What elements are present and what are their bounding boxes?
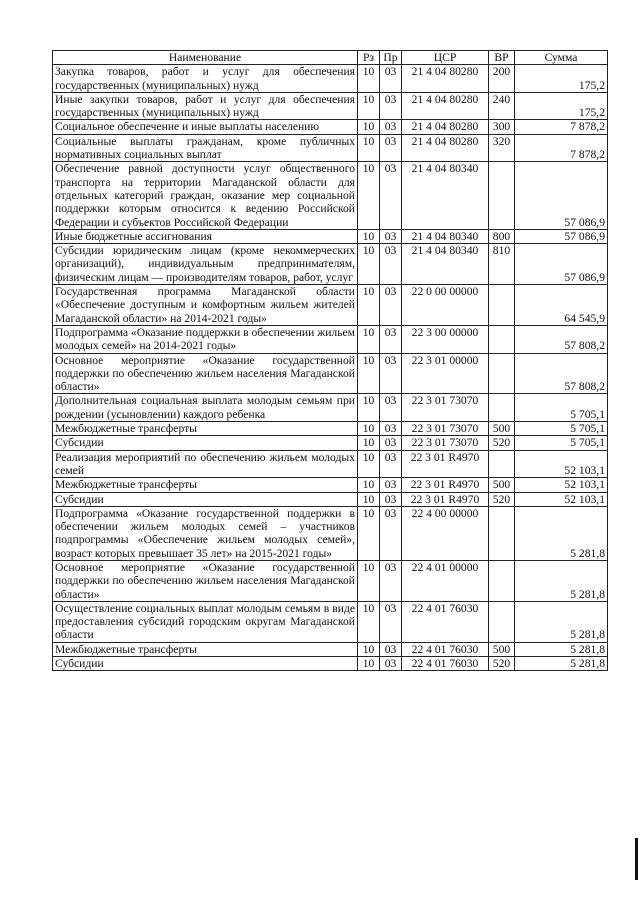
- table-row: [53, 506, 608, 560]
- cell-pr: 03: [380, 162, 402, 229]
- cell-name: Социальные выплаты гражданам, кроме публичных нормативных социальных выплат: [53, 134, 358, 162]
- cell-vr: [489, 506, 515, 560]
- cell-rz: 10: [358, 229, 380, 243]
- table-row: [53, 134, 608, 162]
- table-row: [53, 642, 608, 656]
- cell-name: Подпрограмма «Оказание государственной поддержки в обеспечении жильем молодых семей – участников подпрограммы «Обеспечение жильем молодых семей», возраст которых превышает 35 лет» на 2015-2021 годы»: [53, 506, 358, 560]
- cell-pr: 03: [380, 65, 402, 93]
- cell-csr: 22 3 01 R4970: [402, 492, 489, 506]
- cell-name: Субсидии: [53, 436, 358, 450]
- cell-sum: 57 086,9: [515, 162, 608, 229]
- cell-csr: 22 3 01 73070: [402, 422, 489, 436]
- cell-pr: 03: [380, 229, 402, 243]
- table-row: [53, 285, 608, 326]
- cell-pr: 03: [380, 244, 402, 285]
- cell-name: Субсидии: [53, 492, 358, 506]
- cell-vr: 810: [489, 244, 515, 285]
- cell-csr: 22 3 00 00000: [402, 325, 489, 353]
- cell-sum: 57 808,2: [515, 325, 608, 353]
- cell-rz: 10: [358, 162, 380, 229]
- cell-pr: 03: [380, 601, 402, 642]
- table-row: [53, 244, 608, 285]
- cell-sum: 52 103,1: [515, 492, 608, 506]
- cell-vr: 300: [489, 120, 515, 134]
- cell-pr: 03: [380, 436, 402, 450]
- cell-rz: 10: [358, 492, 380, 506]
- cell-sum: 5 281,8: [515, 642, 608, 656]
- cell-csr: 22 3 01 73070: [402, 436, 489, 450]
- col-header-vr: ВР: [489, 51, 515, 65]
- cell-pr: 03: [380, 642, 402, 656]
- cell-csr: 22 4 01 76030: [402, 601, 489, 642]
- cell-vr: 500: [489, 478, 515, 492]
- cell-vr: 500: [489, 642, 515, 656]
- cell-csr: 22 3 01 00000: [402, 353, 489, 394]
- cell-rz: 10: [358, 657, 380, 671]
- cell-csr: 21 4 04 80280: [402, 134, 489, 162]
- cell-pr: 03: [380, 134, 402, 162]
- cell-pr: 03: [380, 450, 402, 478]
- cell-pr: 03: [380, 120, 402, 134]
- cell-csr: 22 4 01 00000: [402, 560, 489, 601]
- table-row: [53, 162, 608, 229]
- table-row: [53, 120, 608, 134]
- cell-vr: [489, 450, 515, 478]
- table-row: [53, 478, 608, 492]
- cell-sum: 5 705,1: [515, 436, 608, 450]
- cell-rz: 10: [358, 450, 380, 478]
- cell-vr: 500: [489, 422, 515, 436]
- cell-pr: 03: [380, 353, 402, 394]
- cell-pr: 03: [380, 422, 402, 436]
- cell-sum: 52 103,1: [515, 478, 608, 492]
- cell-sum: 175,2: [515, 65, 608, 93]
- cell-rz: 10: [358, 642, 380, 656]
- table-row: [53, 560, 608, 601]
- cell-vr: [489, 394, 515, 422]
- cell-vr: 520: [489, 657, 515, 671]
- cell-sum: 7 878,2: [515, 134, 608, 162]
- cell-name: Субсидии юридическим лицам (кроме некоммерческих организаций), индивидуальным предпринимателям, физическим лицам — производителям товаров, работ, услуг: [53, 244, 358, 285]
- cell-pr: 03: [380, 492, 402, 506]
- table-row: [53, 65, 608, 93]
- cell-vr: 240: [489, 92, 515, 120]
- cell-sum: 57 808,2: [515, 353, 608, 394]
- cell-sum: 52 103,1: [515, 450, 608, 478]
- table-row: [53, 229, 608, 243]
- cell-name: Осуществление социальных выплат молодым семьям в виде предоставления субсидий городским округам Магаданской области: [53, 601, 358, 642]
- cell-name: Межбюджетные трансферты: [53, 422, 358, 436]
- cell-sum: 57 086,9: [515, 229, 608, 243]
- cell-name: Иные закупки товаров, работ и услуг для обеспечения государственных (муниципальных) нужд: [53, 92, 358, 120]
- cell-vr: [489, 353, 515, 394]
- table-row: [53, 436, 608, 450]
- cell-name: Дополнительная социальная выплата молодым семьям при рождении (усыновлении) каждого ребенка: [53, 394, 358, 422]
- cell-name: Межбюджетные трансферты: [53, 478, 358, 492]
- table-row: [53, 353, 608, 394]
- col-header-rz: Рз: [358, 51, 380, 65]
- cell-name: Основное мероприятие «Оказание государственной поддержки по обеспечению жильем населения Магаданской области»: [53, 353, 358, 394]
- cell-rz: 10: [358, 478, 380, 492]
- table-row: [53, 450, 608, 478]
- table-row: [53, 394, 608, 422]
- cell-name: Государственная программа Магаданской области «Обеспечение доступным и комфортным жильем жителей Магаданской области» на 2014-2021 годы»: [53, 285, 358, 326]
- cell-vr: [489, 162, 515, 229]
- cell-name: Закупка товаров, работ и услуг для обеспечения государственных (муниципальных) нужд: [53, 65, 358, 93]
- table-body: [53, 65, 608, 671]
- cell-rz: 10: [358, 422, 380, 436]
- cell-name: Межбюджетные трансферты: [53, 642, 358, 656]
- header-row: [53, 51, 608, 65]
- cell-sum: 175,2: [515, 92, 608, 120]
- cell-vr: 320: [489, 134, 515, 162]
- cell-csr: 21 4 04 80280: [402, 120, 489, 134]
- cell-sum: 5 281,8: [515, 657, 608, 671]
- cell-rz: 10: [358, 92, 380, 120]
- cell-rz: 10: [358, 601, 380, 642]
- cell-sum: 5 281,8: [515, 506, 608, 560]
- cell-pr: 03: [380, 92, 402, 120]
- cell-rz: 10: [358, 353, 380, 394]
- cell-pr: 03: [380, 325, 402, 353]
- cell-pr: 03: [380, 394, 402, 422]
- table-row: [53, 422, 608, 436]
- cell-rz: 10: [358, 394, 380, 422]
- cell-sum: 5 705,1: [515, 422, 608, 436]
- cell-rz: 10: [358, 134, 380, 162]
- cell-vr: [489, 285, 515, 326]
- cell-vr: 520: [489, 492, 515, 506]
- cell-name: Подпрограмма «Оказание поддержки в обеспечении жильем молодых семей» на 2014-2021 годы»: [53, 325, 358, 353]
- cell-rz: 10: [358, 65, 380, 93]
- table-row: [53, 657, 608, 671]
- table-row: [53, 492, 608, 506]
- col-header-name: Наименование: [53, 51, 358, 65]
- cell-rz: 10: [358, 506, 380, 560]
- cell-vr: [489, 560, 515, 601]
- cell-csr: 21 4 04 80280: [402, 65, 489, 93]
- page-edge-mark: [635, 838, 638, 880]
- cell-sum: 7 878,2: [515, 120, 608, 134]
- table-row: [53, 325, 608, 353]
- cell-vr: 800: [489, 229, 515, 243]
- budget-table: [52, 50, 608, 671]
- cell-csr: 22 4 01 76030: [402, 657, 489, 671]
- cell-sum: 5 705,1: [515, 394, 608, 422]
- cell-name: Обеспечение равной доступности услуг общественного транспорта на территории Магаданской области для отдельных категорий граждан, оказание мер социальной поддержки которым относится к ведению Российской Федерации и субъектов Российской Федерации: [53, 162, 358, 229]
- cell-sum: 57 086,9: [515, 244, 608, 285]
- cell-name: Субсидии: [53, 657, 358, 671]
- cell-sum: 5 281,8: [515, 560, 608, 601]
- cell-rz: 10: [358, 560, 380, 601]
- cell-pr: 03: [380, 285, 402, 326]
- cell-name: Социальное обеспечение и иные выплаты населению: [53, 120, 358, 134]
- col-header-csr: ЦСР: [402, 51, 489, 65]
- cell-vr: [489, 601, 515, 642]
- cell-csr: 22 3 01 73070: [402, 394, 489, 422]
- cell-csr: 22 3 01 R4970: [402, 450, 489, 478]
- cell-sum: 64 545,9: [515, 285, 608, 326]
- cell-rz: 10: [358, 436, 380, 450]
- cell-csr: 22 0 00 00000: [402, 285, 489, 326]
- cell-vr: [489, 325, 515, 353]
- cell-pr: 03: [380, 657, 402, 671]
- cell-vr: 520: [489, 436, 515, 450]
- cell-pr: 03: [380, 560, 402, 601]
- cell-csr: 22 4 00 00000: [402, 506, 489, 560]
- cell-pr: 03: [380, 478, 402, 492]
- cell-rz: 10: [358, 244, 380, 285]
- col-header-pr: Пр: [380, 51, 402, 65]
- cell-csr: 21 4 04 80340: [402, 162, 489, 229]
- table-row: [53, 601, 608, 642]
- cell-csr: 21 4 04 80340: [402, 229, 489, 243]
- cell-sum: 5 281,8: [515, 601, 608, 642]
- cell-pr: 03: [380, 506, 402, 560]
- cell-rz: 10: [358, 285, 380, 326]
- cell-rz: 10: [358, 325, 380, 353]
- cell-csr: 21 4 04 80280: [402, 92, 489, 120]
- cell-rz: 10: [358, 120, 380, 134]
- table-row: [53, 92, 608, 120]
- cell-name: Реализация мероприятий по обеспечению жильем молодых семей: [53, 450, 358, 478]
- cell-name: Иные бюджетные ассигнования: [53, 229, 358, 243]
- cell-csr: 22 4 01 76030: [402, 642, 489, 656]
- cell-csr: 22 3 01 R4970: [402, 478, 489, 492]
- cell-csr: 21 4 04 80340: [402, 244, 489, 285]
- cell-name: Основное мероприятие «Оказание государственной поддержки по обеспечению жильем населения Магаданской области»: [53, 560, 358, 601]
- col-header-sum: Сумма: [515, 51, 608, 65]
- cell-vr: 200: [489, 65, 515, 93]
